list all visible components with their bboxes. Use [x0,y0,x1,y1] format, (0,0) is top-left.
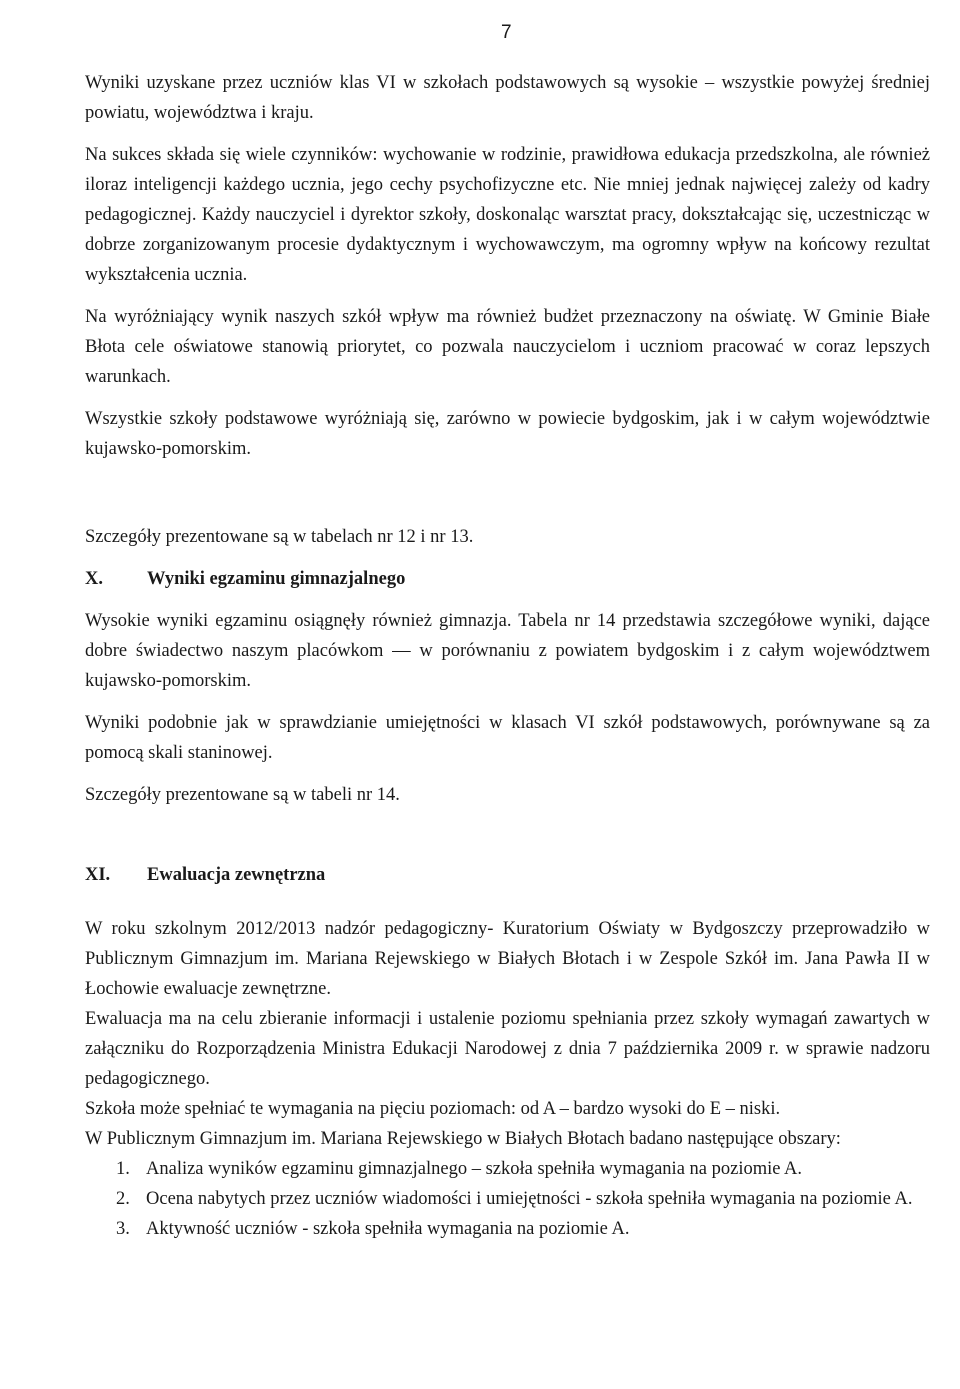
section-title: Wyniki egzaminu gimnazjalnego [147,569,406,589]
list-item-number: 1. [116,1159,130,1179]
paragraph: Ewaluacja ma na celu zbieranie informacji i ustalenie poziomu spełniania przez szkoły wymagań zawartych w załączniku do Rozporządzenia Ministra Edukacji Narodowej z dnia 7 października 2009 r. w sprawie nadzoru pedagogicznego. [85,1009,930,1089]
list-item-text: Analiza wyników egzaminu gimnazjalnego – szkoła spełniła wymagania na poziomie A. [146,1159,803,1179]
section-title: Ewaluacja zewnętrzna [147,865,326,885]
evaluation-areas-list [85,1154,930,1244]
list-item-text: Ocena nabytych przez uczniów wiadomości i umiejętności - szkoła spełniła wymagania na poziomie A. [146,1189,913,1209]
list-item [85,1214,930,1244]
section-number: XI. [85,865,111,885]
paragraph: Wyniki podobnie jak w sprawdzianie umiejętności w klasach VI szkół podstawowych, porównywane są za pomocą skali staninowej. [85,713,930,763]
section-number: X. [85,569,103,589]
paragraph: W roku szkolnym 2012/2013 nadzór pedagogiczny- Kuratorium Oświaty w Bydgoszczy przeprowadziło w Publicznym Gimnazjum im. Mariana Rejewskiego w Białych Błotach i w Zespole Szkół im. Jana Pawła II w Łochowie ewaluacje zewnętrzne. [85,919,930,999]
paragraph: W Publicznym Gimnazjum im. Mariana Rejewskiego w Białych Błotach badano następujące obszary: [85,1129,841,1149]
paragraph: Szkoła może spełniać te wymagania na pięciu poziomach: od A – bardzo wysoki do E – niski. [85,1099,781,1119]
document-body [85,68,930,1244]
paragraph: Szczegóły prezentowane są w tabeli nr 14. [85,785,400,805]
paragraph: Wyniki uzyskane przez uczniów klas VI w szkołach podstawowych są wysokie – wszystkie powyżej średniej powiatu, województwa i kraju. [85,73,930,123]
paragraph: Na wyróżniający wynik naszych szkół wpływ ma również budżet przeznaczony na oświatę. W Gminie Białe Błota cele oświatowe stanowią priorytet, co pozwala nauczycielom i uczniom pracować w coraz lepszych warunkach. [85,307,930,387]
list-item-number: 2. [116,1189,130,1209]
paragraph: Na sukces składa się wiele czynników: wychowanie w rodzinie, prawidłowa edukacja przedszkolna, ale również iloraz inteligencji każdego ucznia, jego cechy psychofizyczne etc. Nie mniej jednak najwięcej zależy od kadry pedagogicznej. Każdy nauczyciel i dyrektor szkoły, doskonaląc warsztat pracy, dokształcając się, uczestnicząc w dobrze zorganizowanym procesie dydaktycznym i wychowawczym, ma ogromny wpływ na końcowy rezultat wykształcenia ucznia. [85,145,930,285]
list-item-number: 3. [116,1219,130,1239]
page-number: 7 [501,22,512,43]
list-item [85,1184,930,1214]
section-heading-x [85,564,930,594]
paragraph: Wysokie wyniki egzaminu osiągnęły również gimnazja. Tabela nr 14 przedstawia szczegółowe wyniki, dające dobre świadectwo naszym placówkom — w porównaniu z powiatem bydgoskim i z całym województwem kujawsko-pomorskim. [85,611,930,691]
paragraph: Szczegóły prezentowane są w tabelach nr 12 i nr 13. [85,527,474,547]
list-item [85,1154,930,1184]
section-heading-xi [85,860,930,890]
list-item-text: Aktywność uczniów - szkoła spełniła wymagania na poziomie A. [146,1219,630,1239]
paragraph: Wszystkie szkoły podstawowe wyróżniają się, zarówno w powiecie bydgoskim, jak i w całym województwie kujawsko-pomorskim. [85,409,930,459]
